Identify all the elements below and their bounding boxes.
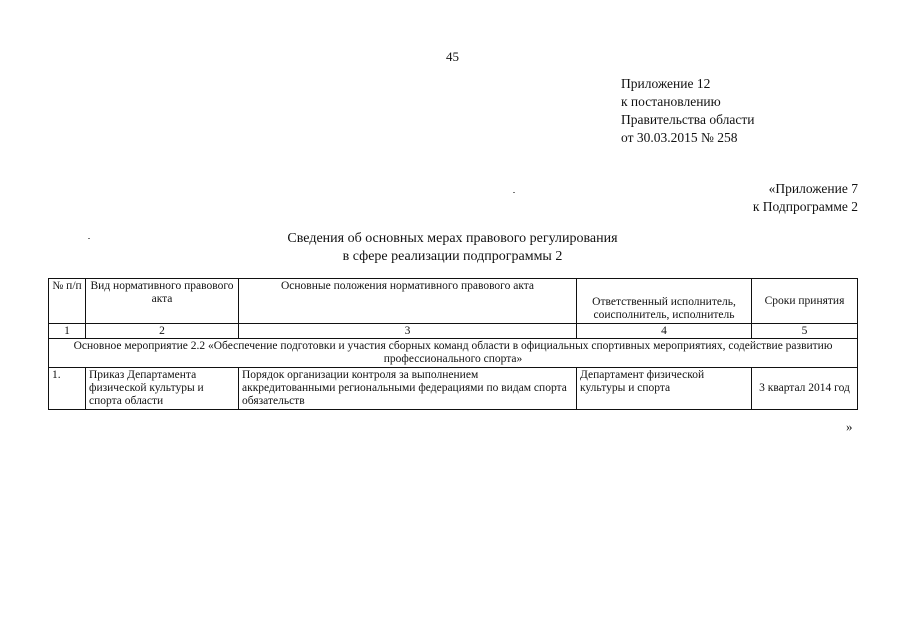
header-cell-executor: Ответственный исполнитель, соисполнитель, исполнитель <box>577 279 752 324</box>
title-line-1: Сведения об основных мерах правового регулирования <box>287 231 618 246</box>
appendix7-line: «Приложение 7 <box>768 181 858 196</box>
appendix-line: к постановлению <box>621 94 721 109</box>
table-row <box>49 368 858 410</box>
section-title: Основное мероприятие 2.2 «Обеспечение подготовки и участия сборных команд области в официальных спортивных мероприятиях, содействие развитию профессионального спорта» <box>49 339 858 368</box>
column-number-row <box>49 324 858 339</box>
row-number: 1. <box>49 368 86 410</box>
appendix-7-block <box>753 180 858 216</box>
column-number: 4 <box>577 324 752 339</box>
column-number: 3 <box>239 324 577 339</box>
appendix7-line: к Подпрограмме 2 <box>752 199 858 214</box>
column-number: 1 <box>49 324 86 339</box>
section-row <box>49 339 858 368</box>
legal-measures-table <box>48 278 858 410</box>
title-line-2: в сфере реализации подпрограммы 2 <box>342 249 563 264</box>
row-deadline: 3 квартал 2014 год <box>752 368 858 410</box>
header-cell-provisions: Основные положения нормативного правового акта <box>239 279 577 324</box>
row-provisions: Порядок организации контроля за выполнением аккредитованными региональными федерациями по видам спорта обязательств <box>239 368 577 410</box>
appendix-line: Правительства области <box>621 112 755 127</box>
column-number: 2 <box>86 324 239 339</box>
appendix-line: от 30.03.2015 № 258 <box>621 130 738 145</box>
header-cell-act-type: Вид нормативного правового акта <box>86 279 239 324</box>
header-cell-number: № п/п <box>49 279 86 324</box>
column-number: 5 <box>752 324 858 339</box>
closing-quote: » <box>846 419 853 434</box>
row-executor: Департамент физической культуры и спорта <box>577 368 752 410</box>
scan-speck <box>513 192 515 193</box>
row-act-type: Приказ Департамента физической культуры и спорта области <box>86 368 239 410</box>
document-title <box>0 230 905 266</box>
header-cell-deadline: Сроки принятия <box>752 279 858 324</box>
table-header-row <box>49 279 858 324</box>
appendix-12-block <box>621 75 754 147</box>
page-number: 45 <box>446 49 459 64</box>
appendix-line: Приложение 12 <box>621 76 711 91</box>
